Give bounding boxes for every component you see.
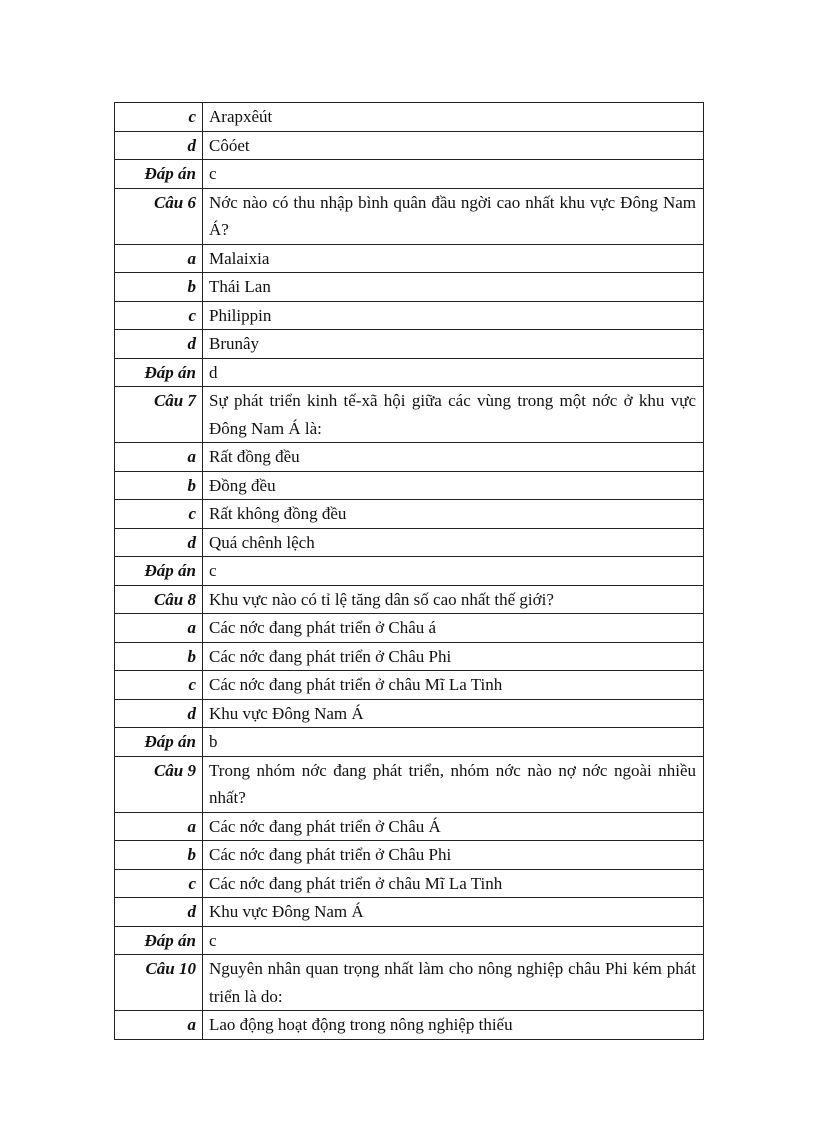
row-label: a bbox=[115, 244, 203, 273]
row-text: Các nớc đang phát triển ở Châu Phi bbox=[203, 642, 704, 671]
row-label: Câu 7 bbox=[115, 387, 203, 443]
table-row bbox=[115, 103, 704, 132]
row-label: Câu 8 bbox=[115, 585, 203, 614]
row-label: b bbox=[115, 273, 203, 302]
row-label: d bbox=[115, 699, 203, 728]
row-text: Các nớc đang phát triển ở Châu Á bbox=[203, 812, 704, 841]
table-row bbox=[115, 955, 704, 1011]
row-label: Câu 10 bbox=[115, 955, 203, 1011]
quiz-table bbox=[114, 102, 704, 1040]
row-label: b bbox=[115, 471, 203, 500]
row-text: Rất không đồng đều bbox=[203, 500, 704, 529]
row-label: Đáp án bbox=[115, 160, 203, 189]
row-label: Đáp án bbox=[115, 728, 203, 757]
row-text: Trong nhóm nớc đang phát triển, nhóm nớc nào nợ nớc ngoài nhiều nhất? bbox=[203, 756, 704, 812]
row-text: Đồng đều bbox=[203, 471, 704, 500]
table-row bbox=[115, 926, 704, 955]
row-label: Câu 9 bbox=[115, 756, 203, 812]
row-text: c bbox=[203, 926, 704, 955]
table-row bbox=[115, 160, 704, 189]
table-row bbox=[115, 812, 704, 841]
row-label: d bbox=[115, 898, 203, 927]
table-row bbox=[115, 188, 704, 244]
table-row bbox=[115, 330, 704, 359]
quiz-table-body bbox=[115, 103, 704, 1040]
row-label: d bbox=[115, 330, 203, 359]
row-text: Brunây bbox=[203, 330, 704, 359]
row-label: a bbox=[115, 1011, 203, 1040]
row-label: c bbox=[115, 301, 203, 330]
row-text: Rất đồng đều bbox=[203, 443, 704, 472]
row-label: Đáp án bbox=[115, 358, 203, 387]
row-text: d bbox=[203, 358, 704, 387]
table-row bbox=[115, 557, 704, 586]
table-row bbox=[115, 131, 704, 160]
row-label: c bbox=[115, 671, 203, 700]
table-row bbox=[115, 699, 704, 728]
table-row bbox=[115, 273, 704, 302]
row-label: d bbox=[115, 528, 203, 557]
row-label: a bbox=[115, 443, 203, 472]
row-label: c bbox=[115, 103, 203, 132]
table-row bbox=[115, 728, 704, 757]
row-text: Côóet bbox=[203, 131, 704, 160]
table-row bbox=[115, 898, 704, 927]
row-text: Quá chênh lệch bbox=[203, 528, 704, 557]
table-row bbox=[115, 528, 704, 557]
row-label: Đáp án bbox=[115, 926, 203, 955]
table-row bbox=[115, 756, 704, 812]
row-text: b bbox=[203, 728, 704, 757]
table-row bbox=[115, 1011, 704, 1040]
row-text: Lao động hoạt động trong nông nghiệp thiếu bbox=[203, 1011, 704, 1040]
row-text: Sự phát triển kinh tế-xã hội giữa các vùng trong một nớc ở khu vực Đông Nam Á là: bbox=[203, 387, 704, 443]
row-label: c bbox=[115, 500, 203, 529]
row-text: Malaixia bbox=[203, 244, 704, 273]
table-row bbox=[115, 614, 704, 643]
row-text: Philippin bbox=[203, 301, 704, 330]
row-label: a bbox=[115, 614, 203, 643]
table-row bbox=[115, 869, 704, 898]
row-text: Khu vực Đông Nam Á bbox=[203, 699, 704, 728]
table-row bbox=[115, 301, 704, 330]
table-row bbox=[115, 358, 704, 387]
row-text: c bbox=[203, 160, 704, 189]
table-row bbox=[115, 471, 704, 500]
row-text: Khu vực Đông Nam Á bbox=[203, 898, 704, 927]
row-label: b bbox=[115, 642, 203, 671]
table-row bbox=[115, 387, 704, 443]
row-text: Arapxêút bbox=[203, 103, 704, 132]
table-row bbox=[115, 244, 704, 273]
row-label: a bbox=[115, 812, 203, 841]
table-row bbox=[115, 671, 704, 700]
table-row bbox=[115, 642, 704, 671]
row-label: Đáp án bbox=[115, 557, 203, 586]
row-label: d bbox=[115, 131, 203, 160]
row-text: Thái Lan bbox=[203, 273, 704, 302]
row-text: Các nớc đang phát triển ở Châu á bbox=[203, 614, 704, 643]
row-text: Các nớc đang phát triển ở châu Mĩ La Tinh bbox=[203, 671, 704, 700]
table-row bbox=[115, 585, 704, 614]
row-text: c bbox=[203, 557, 704, 586]
row-text: Nguyên nhân quan trọng nhất làm cho nông nghiệp châu Phi kém phát triển là do: bbox=[203, 955, 704, 1011]
row-text: Các nớc đang phát triển ở châu Mĩ La Tinh bbox=[203, 869, 704, 898]
table-row bbox=[115, 443, 704, 472]
row-text: Nớc nào có thu nhập bình quân đầu ngời cao nhất khu vực Đông Nam Á? bbox=[203, 188, 704, 244]
row-label: c bbox=[115, 869, 203, 898]
row-label: b bbox=[115, 841, 203, 870]
row-label: Câu 6 bbox=[115, 188, 203, 244]
row-text: Các nớc đang phát triển ở Châu Phi bbox=[203, 841, 704, 870]
table-row bbox=[115, 500, 704, 529]
row-text: Khu vực nào có tỉ lệ tăng dân số cao nhất thế giới? bbox=[203, 585, 704, 614]
table-row bbox=[115, 841, 704, 870]
